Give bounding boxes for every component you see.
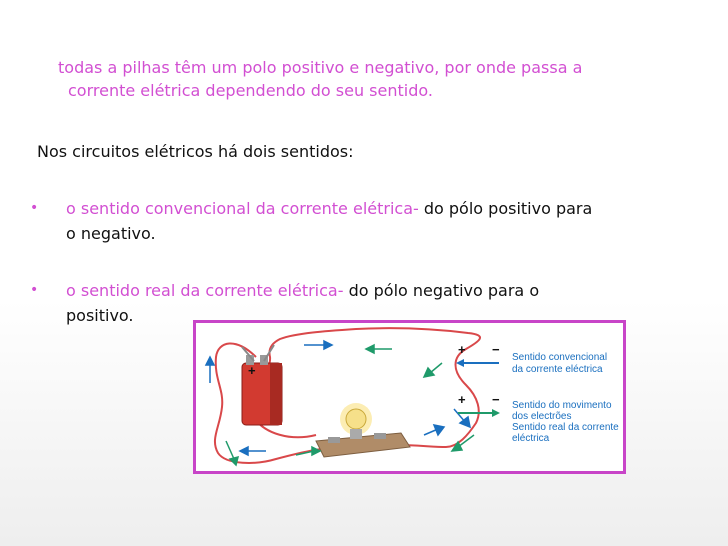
legend-real-line1: Sentido do movimento xyxy=(512,400,612,411)
legend-conventional-minus: − xyxy=(492,342,500,357)
legend-real-line3: Sentido real da corrente xyxy=(512,422,619,433)
circuit-figure xyxy=(193,320,626,474)
legend-conventional-plus: + xyxy=(458,342,466,357)
bullet-rest-2: o negativo. xyxy=(66,224,156,243)
bullet-text xyxy=(30,196,700,246)
legend-conventional-line1: Sentido convencional xyxy=(512,352,608,363)
intro-line-1: todas a pilhas têm um polo positivo e negativo, por onde passa a xyxy=(58,58,583,77)
intro-paragraph xyxy=(58,56,698,102)
bullet-highlight: o sentido real da corrente elétrica- xyxy=(66,281,344,300)
bullet-rest-2: positivo. xyxy=(66,306,134,325)
intro-line-2: corrente elétrica dependendo do seu sentido. xyxy=(68,81,433,100)
bullet-highlight: o sentido convencional da corrente elétrica- xyxy=(66,199,419,218)
bullet-marker: • xyxy=(30,200,39,216)
circuit-diagram xyxy=(196,323,623,471)
legend-conventional-arrow xyxy=(456,359,499,367)
legend-real-line2: dos electrões xyxy=(512,411,572,422)
battery-icon xyxy=(242,345,282,425)
legend-real-minus: − xyxy=(492,392,500,407)
bullet-marker: • xyxy=(30,282,39,298)
bullet-conventional xyxy=(30,196,700,246)
legend-real-line4: eléctrica xyxy=(512,433,550,444)
bulb-icon xyxy=(316,403,410,457)
battery-plus-label: + xyxy=(248,363,256,378)
bullet-rest-1: do pólo positivo para xyxy=(418,199,593,218)
legend-real-plus: + xyxy=(458,392,466,407)
circuits-heading: Nos circuitos elétricos há dois sentidos: xyxy=(37,142,354,161)
legend-conventional-line2: da corrente eléctrica xyxy=(512,364,603,375)
bullet-rest-1: do pólo negativo para o xyxy=(343,281,540,300)
